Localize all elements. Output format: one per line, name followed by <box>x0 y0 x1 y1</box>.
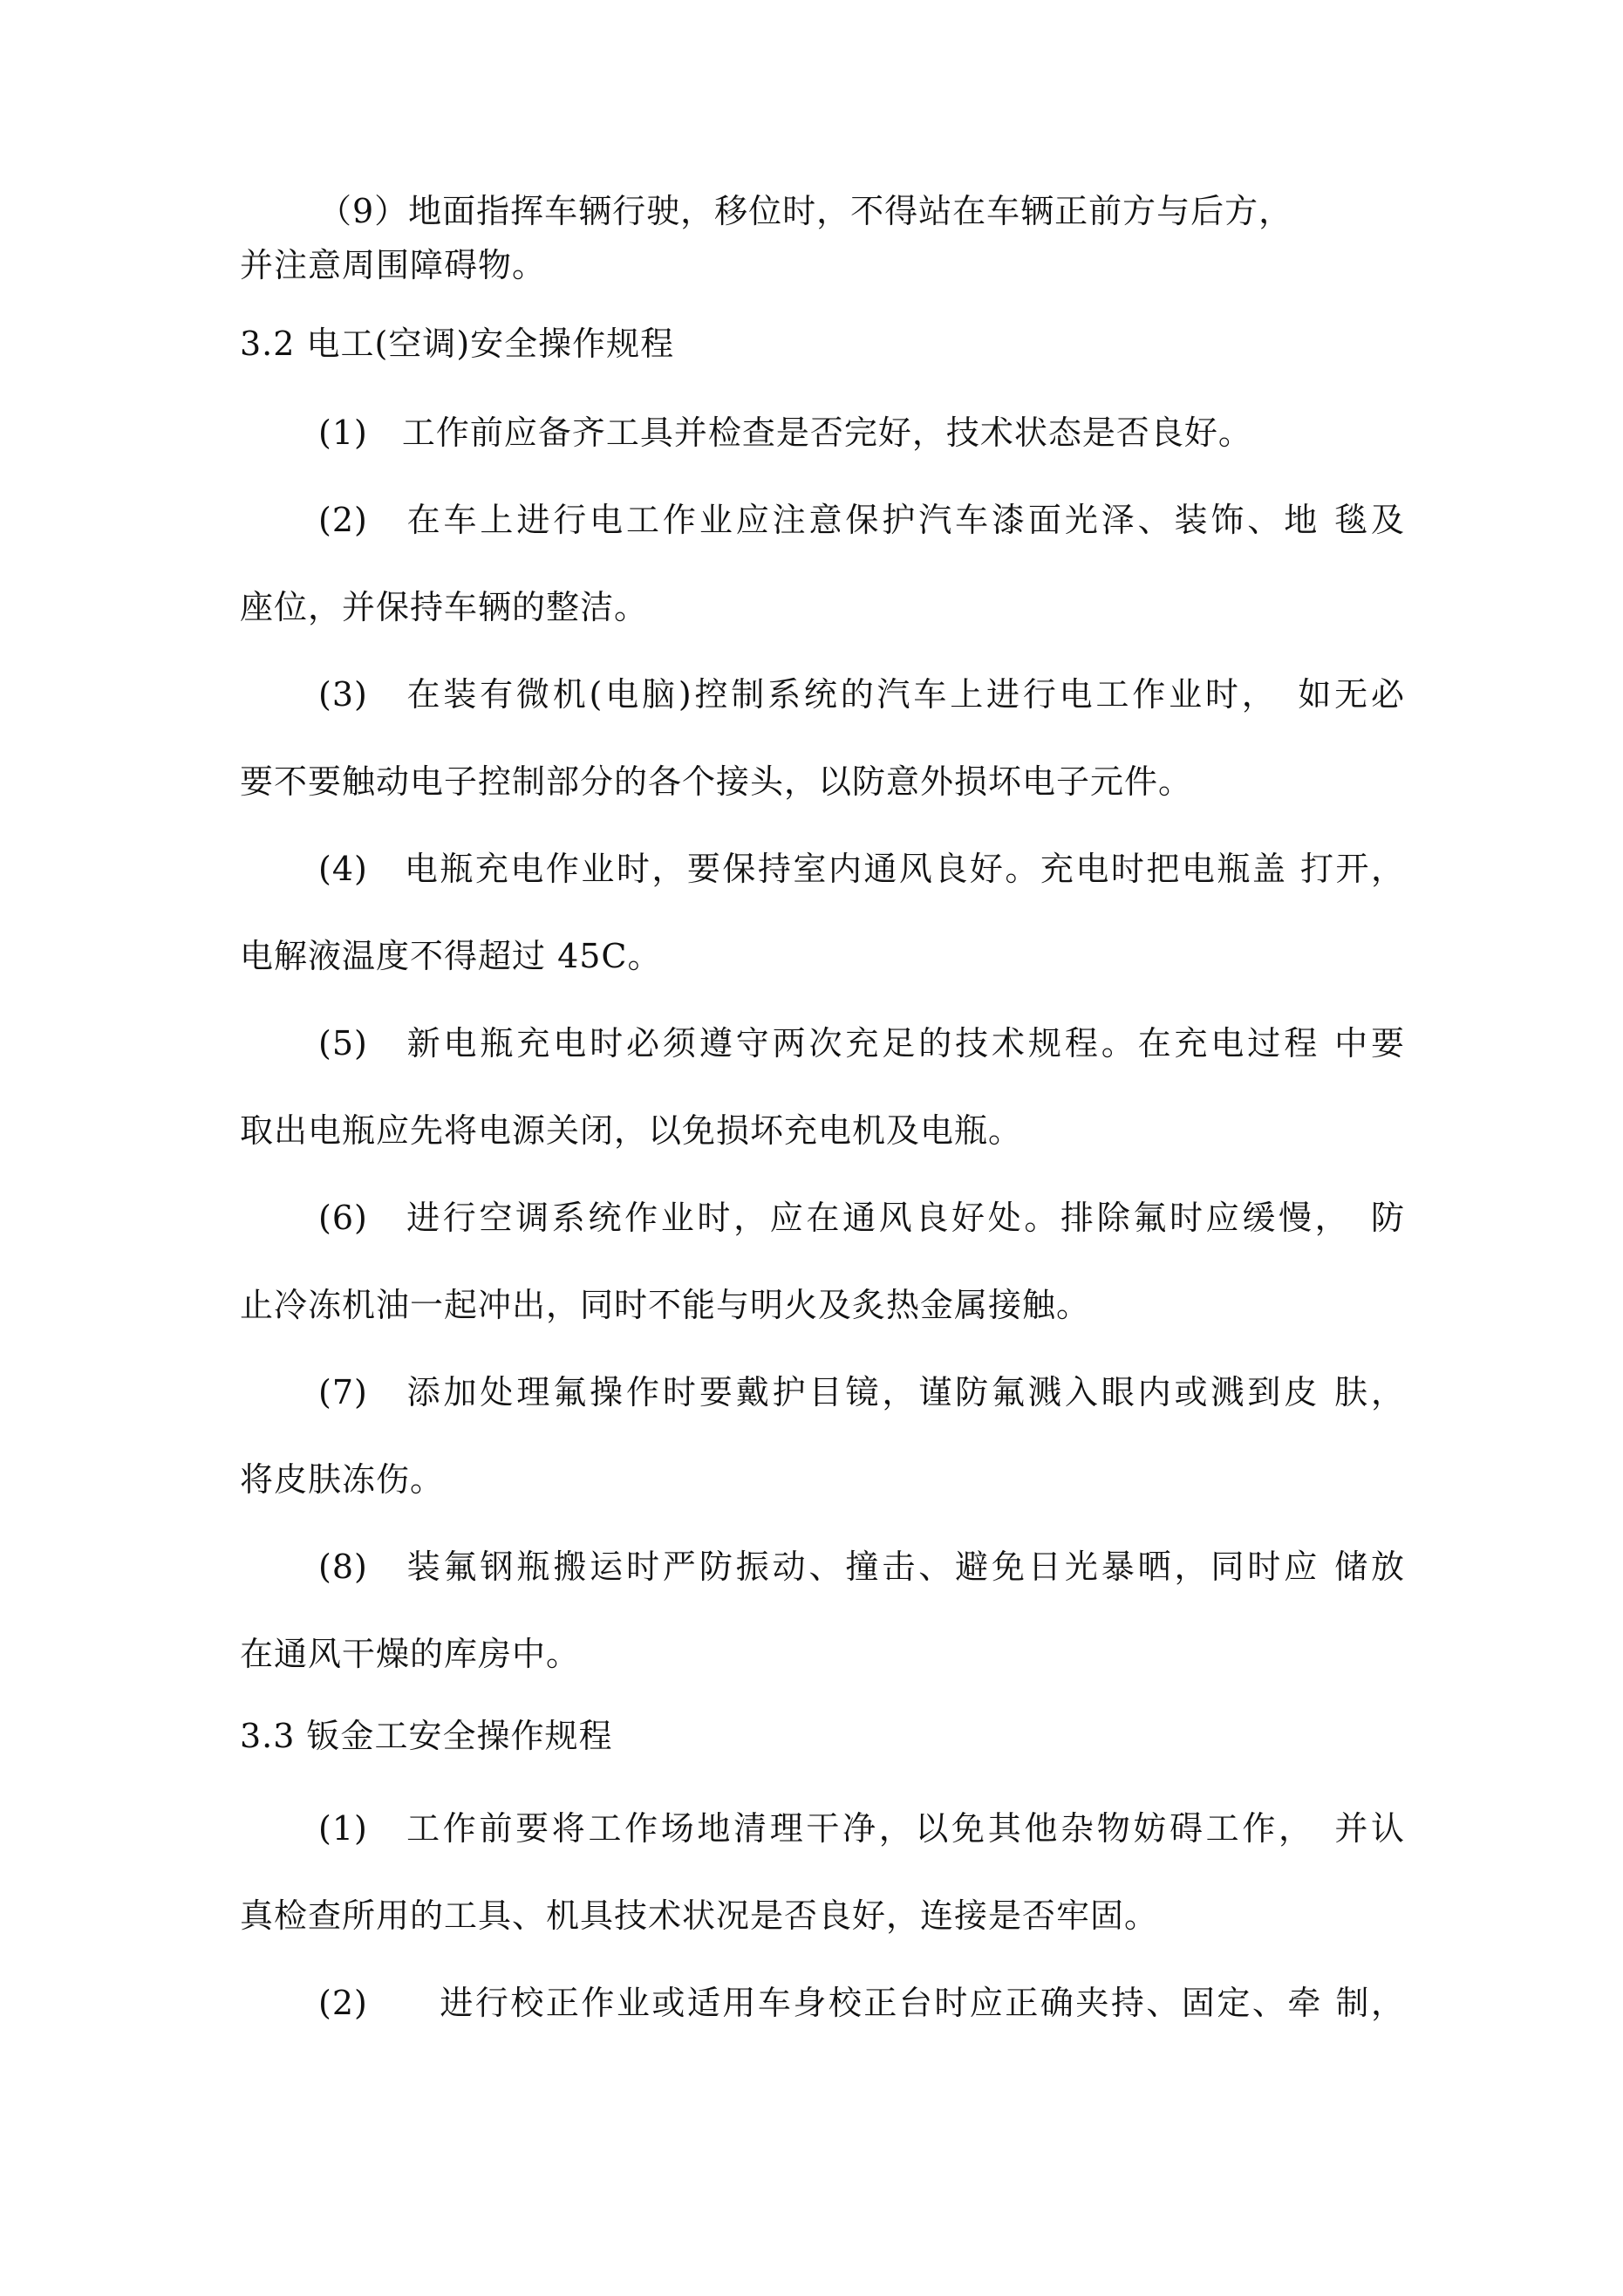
paragraph-line: (5) 新电瓶充电时必须遵守两次充足的技术规程。在充电过程 中要 <box>318 1024 1405 1063</box>
paragraph-line: 并注意周围障碍物。 <box>240 246 547 284</box>
section-heading: 3.3 钣金工安全操作规程 <box>240 1717 613 1755</box>
paragraph-line: 将皮肤冻伤。 <box>240 1460 445 1499</box>
paragraph-line: 取出电瓶应先将电源关闭，以免损坏充电机及电瓶。 <box>240 1111 1023 1150</box>
paragraph-line: (8) 装氟钢瓶搬运时严防振动、撞击、避免日光暴晒，同时应 储放 <box>318 1548 1405 1586</box>
paragraph-line: (2) 进行校正作业或适用车身校正台时应正确夹持、固定、牵 制， <box>318 1984 1405 2022</box>
paragraph-line: 电解液温度不得超过 45C。 <box>240 937 662 975</box>
paragraph-line: 止冷冻机油一起冲出，同时不能与明火及炙热金属接触。 <box>240 1286 1091 1324</box>
paragraph-line: (4) 电瓶充电作业时，要保持室内通风良好。充电时把电瓶盖 打开， <box>318 850 1405 888</box>
paragraph-line: (1) 工作前要将工作场地清理干净，以免其他杂物妨碍工作， 并认 <box>318 1809 1405 1848</box>
paragraph-line: (3) 在装有微机(电脑)控制系统的汽车上进行电工作业时， 如无必 <box>318 675 1405 714</box>
paragraph-line: (6) 进行空调系统作业时，应在通风良好处。排除氟时应缓慢， 防 <box>318 1199 1405 1237</box>
paragraph-line: 要不要触动电子控制部分的各个接头，以防意外损坏电子元件。 <box>240 762 1193 801</box>
paragraph-line: (1) 工作前应备齐工具并检查是否完好，技术状态是否良好。 <box>318 413 1252 452</box>
paragraph-line: 真检查所用的工具、机具技术状况是否良好，连接是否牢固。 <box>240 1896 1159 1935</box>
paragraph-line: (7) 添加处理氟操作时要戴护目镜，谨防氟溅入眼内或溅到皮 肤， <box>318 1373 1405 1411</box>
section-heading: 3.2 电工(空调)安全操作规程 <box>240 325 675 363</box>
paragraph-line: 座位，并保持车辆的整洁。 <box>240 588 649 626</box>
paragraph-line: 在通风干燥的库房中。 <box>240 1635 581 1673</box>
paragraph-line: （9）地面指挥车辆行驶，移位时，不得站在车辆正前方与后方， <box>318 192 1293 230</box>
paragraph-line: (2) 在车上进行电工作业应注意保护汽车漆面光泽、装饰、地 毯及 <box>318 501 1405 539</box>
